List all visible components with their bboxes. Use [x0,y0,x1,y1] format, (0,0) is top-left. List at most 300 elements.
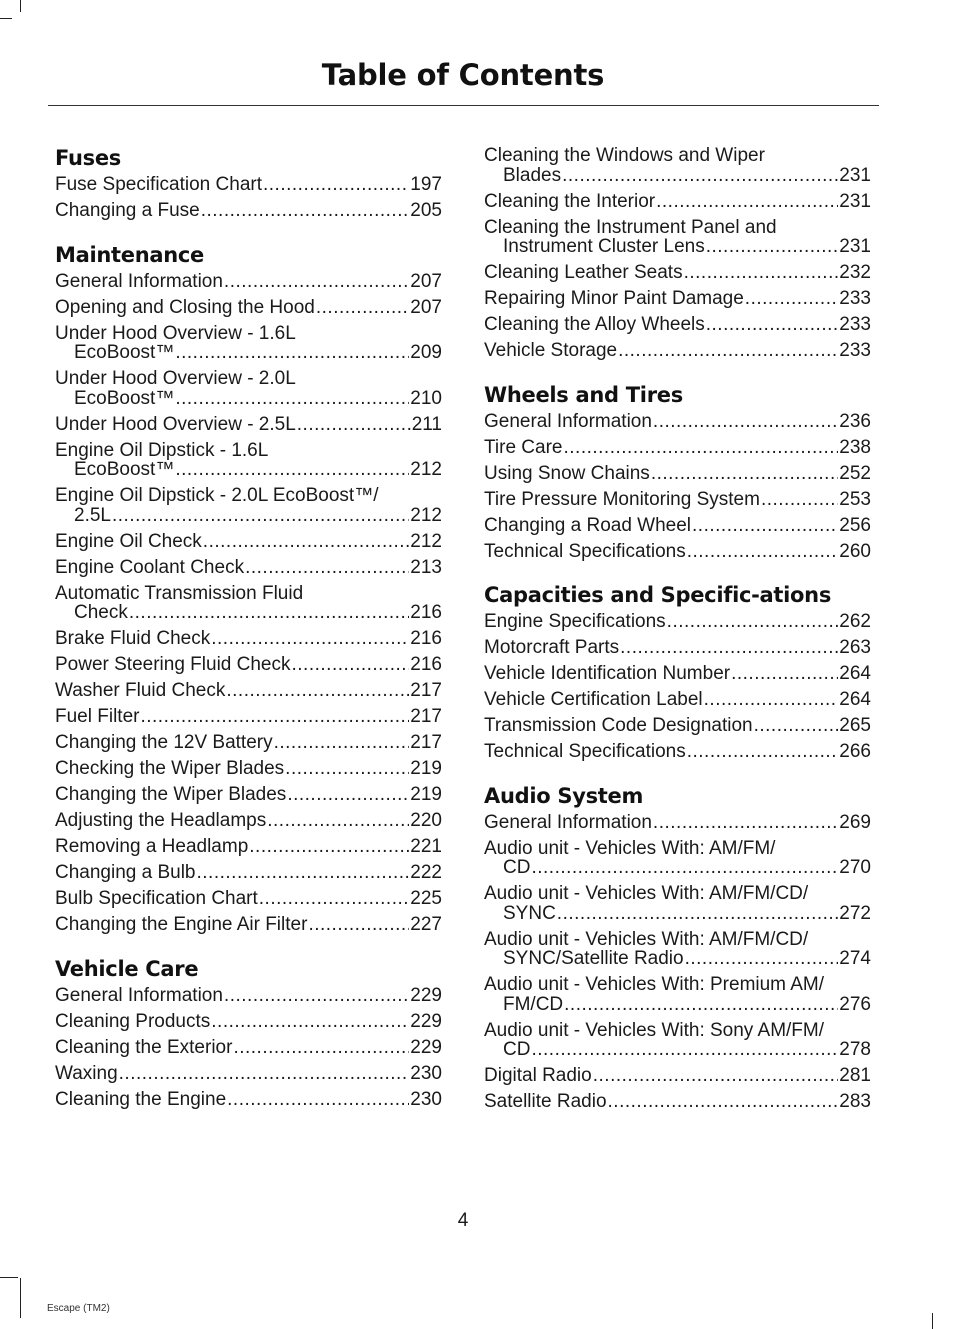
toc-entry[interactable] [484,813,871,833]
dot-leader [531,858,838,878]
dot-leader [226,681,409,701]
dot-leader [563,438,838,458]
entry-title-line: EcoBoost™ [74,342,175,363]
entry-page-number: 197 [410,174,442,195]
toc-entry[interactable] [55,733,442,753]
entry-title-line: Adjusting the Headlamps [55,810,267,831]
dot-leader [263,175,409,195]
dot-leader [175,389,409,409]
toc-entry[interactable] [55,863,442,883]
entry-title-line: Repairing Minor Paint Damage [484,288,744,309]
entry-page-number: 217 [410,706,442,727]
entry-page-number: 225 [410,888,442,909]
toc-entry[interactable] [55,629,442,649]
entry-last-line [55,532,442,552]
entry-title-line: Vehicle Identification Number [484,663,731,684]
footer-label: Escape (TM2) [47,1303,110,1314]
entry-title-line: General Information [484,410,652,432]
entry-title-line: SYNC [503,902,556,924]
entry-page-number: 212 [410,459,442,480]
entry-page-number: 231 [839,190,871,212]
dot-leader [201,201,410,221]
toc-entry[interactable] [484,341,871,361]
entry-title-line: Waxing [55,1062,118,1084]
toc-entry[interactable] [484,1021,871,1060]
entry-last-line [484,995,871,1015]
entry-last-line [484,412,871,432]
toc-entry[interactable] [484,884,871,923]
toc-column-right [484,146,871,1134]
toc-entry[interactable] [484,289,871,309]
dot-leader [593,1066,839,1086]
entry-page-number: 264 [839,689,871,710]
toc-entry[interactable] [484,146,871,185]
entry-page-number: 272 [839,902,871,924]
dot-leader [259,889,410,909]
entry-title-line: Vehicle Storage [484,340,618,361]
entry-last-line [55,811,442,831]
toc-entry[interactable] [484,263,871,283]
entry-title-line: Engine Specifications [484,611,666,632]
toc-entry[interactable] [55,1090,442,1110]
entry-page-number: 281 [839,1065,871,1086]
toc-entry[interactable] [55,415,442,435]
entry-last-line [55,343,442,363]
entry-title-line: Engine Oil Dipstick - 1.6L [55,439,269,461]
toc-entry[interactable] [55,811,442,831]
toc-entry[interactable] [484,742,871,762]
section-heading: Vehicle Care [55,956,199,981]
entry-last-line [484,716,871,736]
entry-last-line [55,603,442,623]
crop-mark [932,1313,933,1329]
entry-last-line [55,460,442,480]
entry-title-line: Fuse Specification Chart [55,174,262,195]
toc-entry[interactable] [55,532,442,552]
entry-title-line: General Information [55,984,223,1006]
entry-page-number: 233 [839,314,871,335]
entry-last-line [484,1066,871,1086]
entry-page-number: 219 [410,758,442,779]
entry-last-line [55,558,442,578]
entry-title-line: Audio unit - Vehicles With: AM/FM/CD/ [484,928,809,950]
entry-title-line: Tire Pressure Monitoring System [484,488,760,510]
toc-section [55,146,442,221]
entry-last-line [484,341,871,361]
entry-title-line: Cleaning the Windows and Wiper [484,145,765,166]
entry-page-number: 236 [839,410,871,432]
entry-last-line [55,175,442,195]
toc-entry[interactable] [484,930,871,969]
toc-entry[interactable] [484,1092,871,1112]
dot-leader [618,341,838,361]
entry-page-number: 252 [839,462,871,484]
toc-section [55,957,442,1110]
dot-leader [706,315,839,335]
entry-title-line: Cleaning the Engine [55,1088,227,1110]
entry-last-line [55,1064,442,1084]
entry-page-number: 238 [839,436,871,458]
entry-page-number: 230 [410,1088,442,1110]
entry-title-line: Checking the Wiper Blades [55,758,285,779]
entry-page-number: 216 [410,628,442,649]
entry-page-number: 233 [839,340,871,361]
entry-title-line: Changing a Fuse [55,200,200,221]
entry-last-line [484,664,871,684]
entry-page-number: 207 [410,296,442,318]
toc-entry[interactable] [55,759,442,779]
entry-last-line [55,655,442,675]
entry-last-line [55,629,442,649]
dot-leader [245,558,409,578]
dot-leader [656,192,838,212]
entry-page-number: 276 [839,993,871,1015]
entry-title-line: FM/CD [503,993,564,1015]
entry-title-line: Engine Oil Dipstick - 2.0L EcoBoost™/ [55,485,379,506]
entry-title-line: Cleaning Leather Seats [484,262,683,283]
toc-entry[interactable] [55,584,442,623]
entry-page-number: 260 [839,540,871,562]
entry-page-number: 283 [839,1091,871,1112]
entry-last-line [55,201,442,221]
entry-page-number: 233 [839,288,871,309]
toc-entry[interactable] [484,218,871,257]
dot-leader [557,904,839,924]
toc-entry[interactable] [484,664,871,684]
entry-last-line [484,192,871,212]
toc-section [484,784,871,1112]
toc-entry[interactable] [484,638,871,658]
dot-leader [653,813,838,833]
entry-last-line [55,1012,442,1032]
toc-entry[interactable] [484,315,871,335]
entry-last-line [484,949,871,969]
entry-title-line: CD [503,857,531,878]
entry-page-number: 231 [839,164,871,186]
entry-last-line [484,490,871,510]
dot-leader [129,603,409,623]
entry-last-line [55,272,442,292]
section-heading: Fuses [55,146,121,170]
entry-title-line: Cleaning the Exterior [55,1036,233,1058]
entry-title-line: Engine Oil Check [55,530,202,552]
toc-entry[interactable] [55,272,442,292]
toc-entry[interactable] [55,369,442,408]
dot-leader [651,464,838,484]
dot-leader [731,664,838,684]
dot-leader [531,1040,838,1060]
entry-last-line [484,542,871,562]
entry-page-number: 212 [410,530,442,552]
dot-leader [608,1092,839,1112]
entry-title-line: Changing the 12V Battery [55,732,273,753]
entry-last-line [484,612,871,632]
toc-section [484,146,871,361]
toc-entry[interactable] [55,486,442,525]
entry-title-line: Changing the Engine Air Filter [55,914,308,935]
toc-section [484,383,871,562]
entry-last-line [55,759,442,779]
entry-page-number: 270 [839,857,871,878]
toc-entry[interactable] [55,201,442,221]
toc-entry[interactable] [55,915,442,935]
toc-entry[interactable] [484,516,871,536]
entry-page-number: 217 [410,680,442,701]
entry-last-line [484,904,871,924]
dot-leader [706,237,839,257]
entry-last-line [484,1092,871,1112]
toc-entry[interactable] [55,175,442,195]
section-heading: Audio System [484,783,644,808]
dot-leader [224,986,409,1006]
toc-entry[interactable] [55,324,442,363]
dot-leader [620,638,838,658]
dot-leader [112,506,409,526]
dot-leader [704,690,839,710]
entry-last-line [55,389,442,409]
section-heading: Maintenance [55,242,204,267]
entry-last-line [55,863,442,883]
entry-page-number: 229 [410,1010,442,1032]
dot-leader [308,915,409,935]
entry-last-line [484,289,871,309]
page-number: 4 [457,1210,469,1231]
dot-leader [140,707,409,727]
entry-page-number: 205 [410,200,442,221]
dot-leader [285,759,409,779]
entry-title-line: Check [74,602,128,623]
entry-title-line: Changing the Wiper Blades [55,784,287,805]
toc-entry[interactable] [484,975,871,1014]
entry-last-line [484,516,871,536]
entry-page-number: 256 [839,514,871,536]
toc-entry[interactable] [55,707,442,727]
entry-page-number: 262 [839,611,871,632]
entry-last-line [55,785,442,805]
dot-leader [667,612,839,632]
entry-page-number: 264 [839,663,871,684]
entry-title-line: Technical Specifications [484,741,686,762]
entry-title-line: Cleaning the Interior [484,190,656,212]
toc-entry[interactable] [55,785,442,805]
entry-last-line [484,438,871,458]
toc-entry[interactable] [55,558,442,578]
dot-leader [203,532,410,552]
toc-entry[interactable] [55,986,442,1006]
entry-last-line [55,1038,442,1058]
dot-leader [745,289,839,309]
toc-entry[interactable] [484,490,871,510]
entry-title-line: Opening and Closing the Hood [55,296,315,318]
toc-entry[interactable] [484,612,871,632]
entry-page-number: 265 [839,715,871,736]
dot-leader [233,1038,409,1058]
dot-leader [297,415,411,435]
title-divider [48,105,879,106]
entry-title-line: Cleaning the Alloy Wheels [484,314,705,335]
entry-page-number: 221 [410,836,442,857]
dot-leader [211,1012,409,1032]
entry-title-line: Instrument Cluster Lens [503,236,705,257]
entry-last-line [484,690,871,710]
dot-leader [249,837,409,857]
entry-title-line: Using Snow Chains [484,462,650,484]
dot-leader [197,863,410,883]
entry-page-number: 207 [410,270,442,292]
dot-leader [287,785,409,805]
entry-title-line: Fuel Filter [55,706,140,727]
entry-page-number: 220 [410,810,442,831]
dot-leader [175,343,409,363]
entry-title-line: Engine Coolant Check [55,556,245,578]
dot-leader [687,742,839,762]
toc-entry[interactable] [55,1038,442,1058]
entry-page-number: 269 [839,811,871,833]
toc-entry[interactable] [55,837,442,857]
dot-leader [761,490,838,510]
toc-entry[interactable] [484,542,871,562]
toc-entry[interactable] [484,839,871,878]
entry-page-number: 253 [839,488,871,510]
toc-entry[interactable] [484,1066,871,1086]
entry-page-number: 231 [839,236,871,257]
entry-page-number: 216 [410,654,442,675]
entry-page-number: 229 [410,984,442,1006]
crop-mark [0,18,12,19]
dot-leader [562,166,838,186]
toc-column-left [55,146,442,1131]
entry-title-line: Audio unit - Vehicles With: Sony AM/FM/ [484,1019,825,1041]
entry-title-line: EcoBoost™ [74,459,175,480]
entry-title-line: Technical Specifications [484,540,686,562]
entry-page-number: 274 [839,948,871,969]
toc-section [55,243,442,935]
entry-page-number: 210 [410,387,442,409]
toc-entry[interactable] [55,298,442,318]
crop-mark [20,1278,21,1318]
entry-last-line [55,506,442,526]
entry-title-line: Tire Care [484,436,563,458]
entry-page-number: 278 [839,1039,871,1060]
entry-title-line: Cleaning Products [55,1010,211,1032]
entry-title-line: Washer Fluid Check [55,680,226,701]
entry-title-line: Under Hood Overview - 2.5L [55,413,296,435]
entry-title-line: Bulb Specification Chart [55,888,258,909]
section-heading: Capacities and Specific-ations [484,583,832,607]
entry-title-line: Changing a Road Wheel [484,514,692,536]
entry-page-number: 229 [410,1036,442,1058]
page-title: Table of Contents [321,58,605,92]
entry-page-number: 211 [411,413,442,435]
entry-title-line: General Information [55,270,223,292]
dot-leader [267,811,409,831]
dot-leader [119,1064,410,1084]
entry-title-line: Cleaning the Instrument Panel and [484,216,777,238]
entry-last-line [55,1090,442,1110]
entry-last-line [484,166,871,186]
entry-last-line [484,263,871,283]
entry-last-line [484,813,871,833]
dot-leader [292,655,410,675]
entry-title-line: Vehicle Certification Label [484,689,703,710]
entry-title-line: Satellite Radio [484,1091,607,1112]
entry-last-line [484,858,871,878]
entry-last-line [55,298,442,318]
dot-leader [175,460,409,480]
toc-entry[interactable] [55,889,442,909]
entry-last-line [484,237,871,257]
entry-page-number: 263 [839,637,871,658]
entry-title-line: Audio unit - Vehicles With: AM/FM/ [484,837,776,859]
toc-entry[interactable] [484,716,871,736]
dot-leader [224,272,409,292]
dot-leader [227,1090,409,1110]
entry-title-line: 2.5L [74,504,111,526]
toc-entry[interactable] [484,412,871,432]
entry-title-line: Audio unit - Vehicles With: AM/FM/CD/ [484,883,809,904]
toc-entry[interactable] [55,441,442,480]
entry-title-line: Changing a Bulb [55,862,196,883]
dot-leader [564,995,838,1015]
entry-page-number: 219 [410,784,442,805]
entry-page-number: 230 [410,1062,442,1084]
entry-last-line [484,315,871,335]
entry-last-line [55,707,442,727]
entry-title-line: Audio unit - Vehicles With: Premium AM/ [484,974,825,995]
entry-page-number: 266 [839,741,871,762]
toc-entry[interactable] [484,192,871,212]
entry-last-line [55,837,442,857]
entry-title-line: Removing a Headlamp [55,836,249,857]
entry-page-number: 222 [410,862,442,883]
entry-page-number: 232 [839,262,871,283]
toc-entry[interactable] [484,438,871,458]
entry-last-line [55,915,442,935]
entry-last-line [55,415,442,435]
dot-leader [316,298,409,318]
entry-title-line: Digital Radio [484,1065,592,1086]
toc-entry[interactable] [55,681,442,701]
crop-mark [0,1277,18,1278]
section-heading: Wheels and Tires [484,382,683,407]
toc-entry[interactable] [484,464,871,484]
dot-leader [684,263,839,283]
entry-page-number: 227 [410,914,442,935]
entry-page-number: 212 [410,504,442,526]
dot-leader [685,949,839,969]
dot-leader [274,733,410,753]
dot-leader [653,412,838,432]
dot-leader [692,516,838,536]
toc-entry[interactable] [484,690,871,710]
entry-last-line [55,733,442,753]
toc-entry[interactable] [55,1064,442,1084]
entry-title-line: General Information [484,811,652,833]
entry-last-line [484,638,871,658]
entry-last-line [55,681,442,701]
entry-last-line [55,889,442,909]
dot-leader [754,716,839,736]
toc-entry[interactable] [55,1012,442,1032]
entry-title-line: SYNC/Satellite Radio [503,948,684,969]
entry-last-line [484,1040,871,1060]
entry-title-line: Blades [503,164,562,186]
entry-title-line: Power Steering Fluid Check [55,654,291,675]
entry-page-number: 209 [410,342,442,363]
toc-entry[interactable] [55,655,442,675]
toc-section [484,583,871,762]
entry-title-line: CD [503,1039,531,1060]
